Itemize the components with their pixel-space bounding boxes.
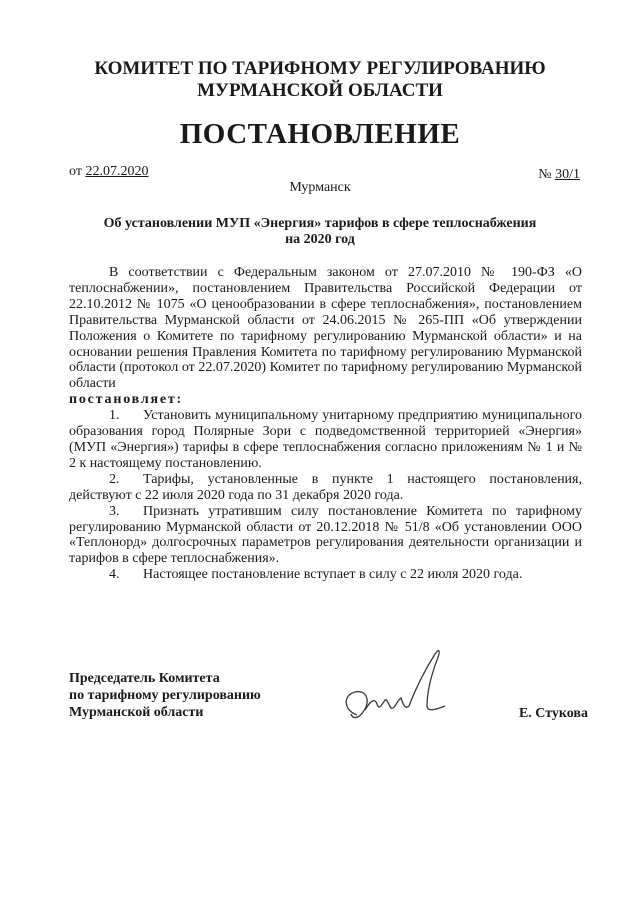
signer-title-line3: Мурманской области: [69, 705, 204, 720]
number-prefix: №: [538, 167, 556, 182]
document-city: Мурманск: [289, 180, 351, 195]
item-text: Тарифы, установленные в пункте 1 настоящего постановления, действуют с 22 июля 2020 года по 31 декабря 2020 года.: [69, 471, 582, 503]
item-number: 4.: [109, 567, 120, 583]
decree-word: [69, 392, 582, 408]
item-number: 3.: [109, 503, 120, 519]
handwritten-signature: [335, 640, 465, 730]
item-number: 2.: [109, 471, 120, 487]
signer-name: Е. Стукова: [518, 706, 588, 721]
number-value: 30/1: [555, 167, 580, 182]
organization-name-line2: МУРМАНСКОЙ ОБЛАСТИ: [197, 80, 443, 101]
list-item: [69, 408, 582, 472]
signer-title-line1: Председатель Комитета: [69, 671, 220, 686]
document-type-title: ПОСТАНОВЛЕНИЕ: [179, 118, 461, 150]
organization-name: [60, 58, 580, 102]
document-subject: [70, 216, 570, 248]
item-text: Настоящее постановление вступает в силу с 22 июля 2020 года.: [143, 567, 523, 583]
organization-name-line1: КОМИТЕТ ПО ТАРИФНОМУ РЕГУЛИРОВАНИЮ: [94, 58, 546, 79]
date-value: 22.07.2020: [85, 164, 149, 179]
document-date: [69, 164, 148, 180]
subject-line1: Об установлении МУП «Энергия» тарифов в сфере теплоснабжения: [103, 216, 537, 231]
subject-line2: на 2020 год: [285, 232, 355, 247]
decree-word-text: постановляет:: [69, 392, 184, 408]
list-item: [69, 567, 582, 583]
item-text: Установить муниципальному унитарному предприятию муниципального образования город Полярные Зори с подведомственной территорией «Энергия» (МУП «Энергия») тарифы в сфере теплоснабжения согласно приложениям № 1 и № 2 к настоящему постановлению.: [69, 408, 582, 471]
document-body: [69, 265, 582, 583]
preamble-paragraph: В соответствии с Федеральным законом от 27.07.2010 № 190-ФЗ «О теплоснабжении», постановлением Правительства Российской Федерации от 22.10.2012 № 1075 «О ценообразовании в сфере теплоснабжения», постановлением Правительства Мурманской области от 24.06.2015 № 265-ПП «Об утверждении Положения о Комитете по тарифному регулированию Мурманской области» и на основании решения Правления Комитета по тарифному регулированию Мурманской области (протокол от 22.07.2020) Комитет по тарифному регулированию Мурманской области: [69, 265, 582, 392]
date-prefix: от: [69, 164, 86, 179]
signer-title: [69, 670, 261, 721]
signer-title-line2: по тарифному регулированию: [69, 688, 261, 703]
item-text: Признать утратившим силу постановление Комитета по тарифному регулированию Мурманской области от 20.12.2018 № 51/8 «Об установлении ООО «Теплонорд» долгосрочных параметров регулирования деятельности организации и тарифов в сфере теплоснабжения».: [69, 503, 582, 567]
item-number: 1.: [109, 408, 120, 424]
list-item: [69, 472, 582, 504]
list-item: [69, 504, 582, 568]
